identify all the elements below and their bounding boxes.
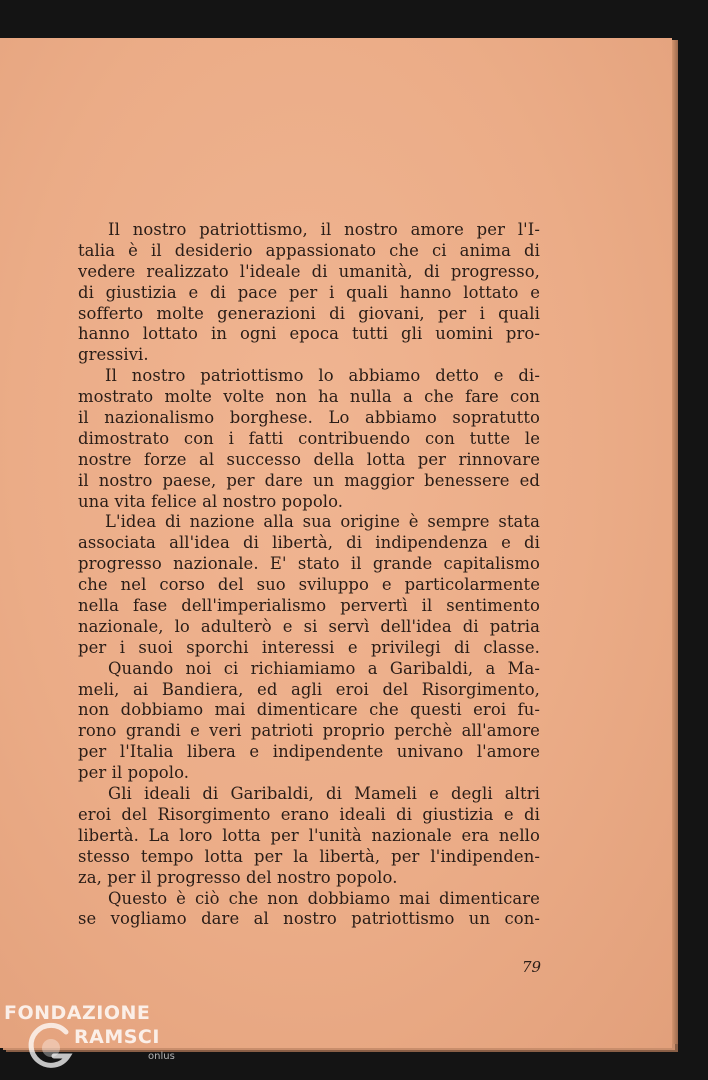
text-line: talia è il desiderio appassionato che ci anima di xyxy=(78,240,540,260)
text-line: se vogliamo dare al nostro patriottismo un con- xyxy=(78,909,540,929)
body-text xyxy=(78,220,540,930)
text-line: nella fase dell'imperialismo pervertì il sentimento xyxy=(78,596,540,616)
fondazione-gramsci-watermark xyxy=(4,1000,194,1078)
text-line: associata all'idea di libertà, di indipendenza e di xyxy=(78,533,540,553)
text-line: nostre forze al successo della lotta per rinnovare xyxy=(78,449,540,469)
watermark-line-1: FONDAZIONE xyxy=(4,1002,151,1024)
text-line: sofferto molte generazioni di giovani, per i quali xyxy=(78,303,540,323)
text-line: vedere realizzato l'ideale di umanità, di progresso, xyxy=(78,261,540,281)
text-line: Il nostro patriottismo, il nostro amore per l'I- xyxy=(108,220,540,239)
page-edge xyxy=(672,40,678,1044)
text-line: meli, ai Bandiera, ed agli eroi del Risorgimento, xyxy=(78,679,540,699)
text-line: stesso tempo lotta per la libertà, per l'indipenden- xyxy=(78,846,540,866)
paragraph-5 xyxy=(78,784,540,888)
text-line: non dobbiamo mai dimenticare che questi eroi fu- xyxy=(78,700,540,720)
text-line: gressivi. xyxy=(78,345,149,365)
paragraph-2 xyxy=(78,366,540,512)
text-line: Questo è ciò che non dobbiamo mai dimenticare xyxy=(108,888,540,908)
text-line: Il nostro patriottismo lo abbiamo detto e di- xyxy=(105,366,540,386)
text-line: libertà. La loro lotta per l'unità nazionale era nello xyxy=(78,825,540,845)
text-line: eroi del Risorgimento erano ideali di giustizia e di xyxy=(78,804,540,824)
text-line: il nazionalismo borghese. Lo abbiamo sopratutto xyxy=(78,408,540,428)
text-line: dimostrato con i fatti contribuendo con tutte le xyxy=(78,428,540,448)
paragraph-4 xyxy=(78,659,540,784)
text-line: progresso nazionale. E' stato il grande capitalismo xyxy=(78,554,540,574)
paragraph-6 xyxy=(78,889,540,931)
text-line: L'idea di nazione alla sua origine è sempre stata xyxy=(105,512,540,532)
text-line: mostrato molte volte non ha nulla a che fare con xyxy=(78,387,540,407)
text-line: per i suoi sporchi interessi e privilegi di classe. xyxy=(78,637,540,657)
watermark-suffix: onlus xyxy=(148,1051,175,1062)
text-line: per il popolo. xyxy=(78,763,190,783)
book-page xyxy=(0,38,672,1048)
text-line: per l'Italia libera e indipendente univano l'amore xyxy=(78,742,540,762)
text-line: Gli ideali di Garibaldi, di Mameli e degli altri xyxy=(108,784,540,804)
text-line: di giustizia e di pace per i quali hanno lottato e xyxy=(78,282,540,302)
text-line: rono grandi e veri patrioti proprio perchè all'amore xyxy=(78,721,540,741)
text-line: nazionale, lo adulterò e si servì dell'idea di patria xyxy=(78,616,540,636)
gramsci-g-logo-icon xyxy=(26,1022,76,1074)
text-line: una vita felice al nostro popolo. xyxy=(78,491,344,511)
text-line: za, per il progresso del nostro popolo. xyxy=(78,867,398,887)
text-line: hanno lottato in ogni epoca tutti gli uomini pro- xyxy=(78,324,540,344)
paragraph-3 xyxy=(78,512,540,658)
paragraph-1 xyxy=(78,220,540,366)
page-number: 79 xyxy=(522,958,542,976)
text-line: il nostro paese, per dare un maggior benessere ed xyxy=(78,470,540,490)
text-line: che nel corso del suo sviluppo e particolarmente xyxy=(78,575,540,595)
watermark-line-2: RAMSCI xyxy=(74,1026,160,1048)
text-line: Quando noi ci richiamiamo a Garibaldi, a Ma- xyxy=(108,658,540,678)
